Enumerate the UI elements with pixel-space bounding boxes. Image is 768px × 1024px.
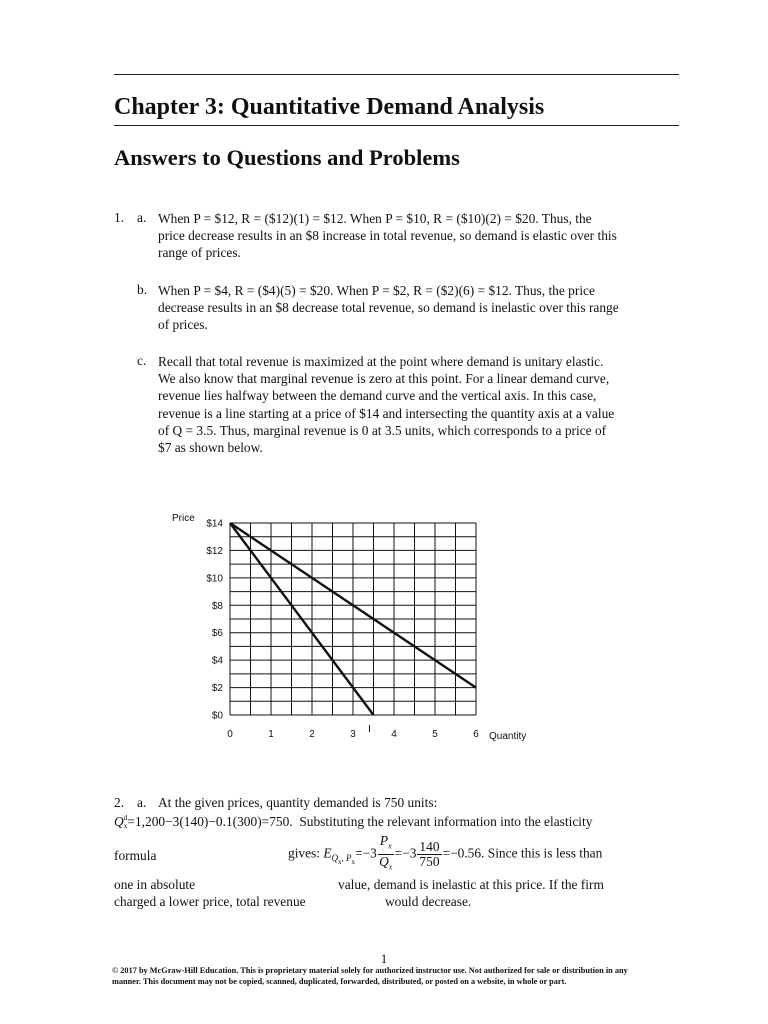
q1c-line: $7 as shown below. — [158, 440, 263, 456]
q2-formula-word: formula — [114, 848, 157, 863]
fraction-140-750 — [417, 840, 441, 869]
q1c-line: revenue lies halfway between the demand curve and the vertical axis. In this case, — [158, 388, 597, 404]
y-axis-label: Price — [172, 513, 195, 524]
section-title: Answers to Questions and Problems — [114, 145, 460, 170]
y-tick-label: $14 — [206, 518, 223, 530]
elas-eq2: =−3 — [394, 845, 417, 861]
eq-sup: d — [123, 813, 128, 822]
frac2-bot: 750 — [419, 853, 440, 869]
chapter-underline — [114, 125, 679, 126]
q2-line3-text: Since this is less than — [487, 845, 603, 861]
q1b-text — [158, 282, 619, 334]
elas-eq3: =−0.56. — [442, 845, 485, 861]
y-tick-label: $12 — [206, 545, 223, 557]
q1c-line: revenue is a line starting at a price of $14 and intersecting the quantity axis at a value — [158, 405, 615, 421]
q1b-line: of prices. — [158, 317, 208, 333]
x-tick-label: 5 — [432, 729, 438, 740]
y-tick-label: $6 — [211, 628, 223, 640]
elas-sub3: , P — [341, 852, 352, 863]
x-tick-label: 0 — [227, 729, 233, 740]
y-tick-label: $0 — [211, 710, 223, 722]
x-tick-label: 4 — [391, 729, 397, 740]
y-tick-label: $4 — [211, 655, 223, 667]
q1-number: 1. — [114, 210, 125, 225]
q1a-label: a. — [137, 210, 147, 225]
footer-line: © 2017 by McGraw-Hill Education. This is proprietary material solely for authorized instructor use. Not authorized for sale or distribution in any — [112, 966, 628, 975]
q1c-label: c. — [137, 353, 147, 368]
q2-number: 2. — [114, 795, 125, 810]
copyright-footer — [112, 965, 628, 987]
top-rule — [114, 74, 679, 75]
q1c-line: Recall that total revenue is maximized at the point where demand is unitary elastic. — [158, 354, 604, 369]
q1c-line: We also know that marginal revenue is zero at this point. For a linear demand curve, — [158, 371, 610, 387]
q1c-line: of Q = 3.5. Thus, marginal revenue is 0 at 3.5 units, which corresponds to a price of — [158, 422, 607, 438]
x-tick-label: 1 — [268, 729, 274, 740]
q2-line1: At the given prices, quantity demanded is 750 units: — [158, 795, 438, 810]
footer-line: manner. This document may not be copied, scanned, duplicated, forwarded, distributed, or posted on a website, in whole or part. — [112, 977, 567, 986]
x-tick-label: 2 — [309, 729, 315, 740]
frac1-top-sub: x — [388, 841, 392, 851]
frac2-top: 140 — [419, 838, 440, 854]
q2-elasticity-line — [288, 834, 602, 874]
chart-ticks — [206, 519, 479, 741]
demand-equation: =1,200−3(140)−0.1(300)=750. — [127, 814, 293, 829]
elas-eq1: =−3 — [355, 845, 377, 861]
elas-sub: Q — [331, 852, 339, 863]
q2-line4-right: value, demand is inelastic at this price. If the firm — [338, 877, 604, 892]
y-tick-label: $2 — [211, 683, 223, 695]
q2-line5-right: would decrease. — [385, 894, 472, 909]
fraction-px-qx — [378, 834, 394, 874]
q2-line4-left: one in absolute — [114, 877, 196, 892]
q2-line2-text: Substituting the relevant information into the elasticity — [299, 814, 593, 829]
frac1-bot-sub: x — [388, 862, 393, 872]
q1a-line: When P = $12, R = ($12)(1) = $12. When P = $10, R = ($10)(2) = $20. Thus, the — [158, 211, 592, 226]
elas-sub2: x — [338, 857, 342, 866]
q1b-line: decrease results in an $8 decrease total revenue, so demand is inelastic over this range — [158, 300, 619, 316]
frac1-top: P — [379, 833, 389, 848]
q1a-text — [158, 210, 617, 262]
eq-sub: x — [123, 821, 128, 830]
elas-sub4: x — [351, 857, 356, 866]
page-number: 1 — [380, 951, 388, 966]
demand-chart — [160, 506, 550, 746]
y-tick-label: $8 — [211, 600, 223, 612]
q2-line2 — [114, 814, 592, 830]
x-tick-label: 3 — [350, 729, 356, 740]
q2a-label: a. — [137, 795, 147, 810]
q1a-line: price decrease results in an $8 increase in total revenue, so demand is elastic over this — [158, 228, 617, 244]
elasticity-symbol: E — [323, 845, 332, 861]
y-tick-label: $10 — [206, 573, 223, 585]
frac1-bot: Q — [379, 853, 389, 869]
q1a-line: range of prices. — [158, 245, 241, 261]
chapter-title: Chapter 3: Quantitative Demand Analysis — [114, 94, 545, 120]
q1b-label: b. — [137, 282, 148, 297]
x-axis-label: Quantity — [489, 731, 527, 742]
gives-word: gives: — [288, 845, 320, 861]
q1c-text — [158, 353, 614, 456]
q2-line5-left: charged a lower price, total revenue — [114, 894, 306, 909]
x-tick-label: 6 — [473, 729, 479, 740]
q1b-line: When P = $4, R = ($4)(5) = $20. When P = $2, R = ($2)(6) = $12. Thus, the price — [158, 283, 595, 298]
eq-q: Q — [114, 814, 124, 829]
